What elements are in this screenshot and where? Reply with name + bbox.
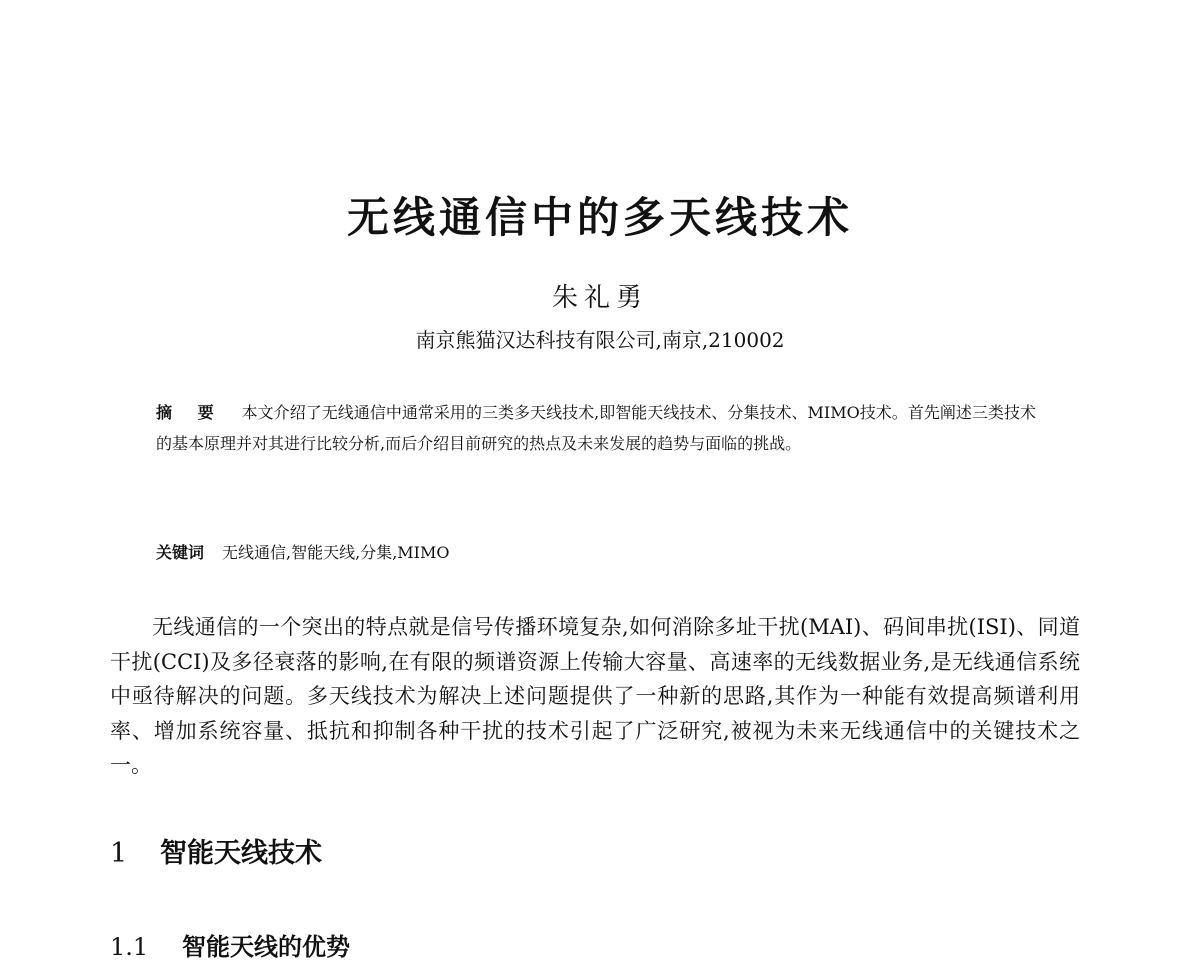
subsection-heading-1-1: [110, 930, 350, 964]
author-affiliation: 南京熊猫汉达科技有限公司,南京,210002: [415, 328, 785, 352]
abstract-text: 本文介绍了无线通信中通常采用的三类多天线技术,即智能天线技术、分集技术、MIMO技术。首先阐述三类技术的基本原理并对其进行比较分析,而后介绍目前研究的热点及未来发展的趋势与面临的挑战。: [156, 403, 1036, 453]
keywords-label: 关键词: [156, 543, 205, 562]
keywords: [156, 538, 1036, 568]
section-number: 1: [110, 838, 128, 869]
paper-author: 朱礼勇: [551, 283, 648, 313]
subsection-number: 1.1: [110, 933, 149, 961]
keywords-text: 无线通信,智能天线,分集,MIMO: [222, 543, 450, 562]
intro-paragraph: 无线通信的一个突出的特点就是信号传播环境复杂,如何消除多址干扰(MAI)、码间串扰(ISI)、同道干扰(CCI)及多径衰落的影响,在有限的频谱资源上传输大容量、高速率的无线数据业务,是无线通信系统中亟待解决的问题。多天线技术为解决上述问题提供了一种新的思路,其作为一种能有效提高频谱利用率、增加系统容量、抵抗和抑制各种干扰的技术引起了广泛研究,被视为未来无线通信中的关键技术之一。: [110, 615, 1080, 777]
section-title: 智能天线技术: [160, 838, 322, 869]
abstract-label: 摘 要: [156, 403, 224, 422]
subsection-title: 智能天线的优势: [182, 933, 350, 961]
paper-title: 无线通信中的多天线技术: [346, 193, 853, 242]
section-heading-1: [110, 834, 322, 874]
abstract: [156, 397, 1036, 459]
